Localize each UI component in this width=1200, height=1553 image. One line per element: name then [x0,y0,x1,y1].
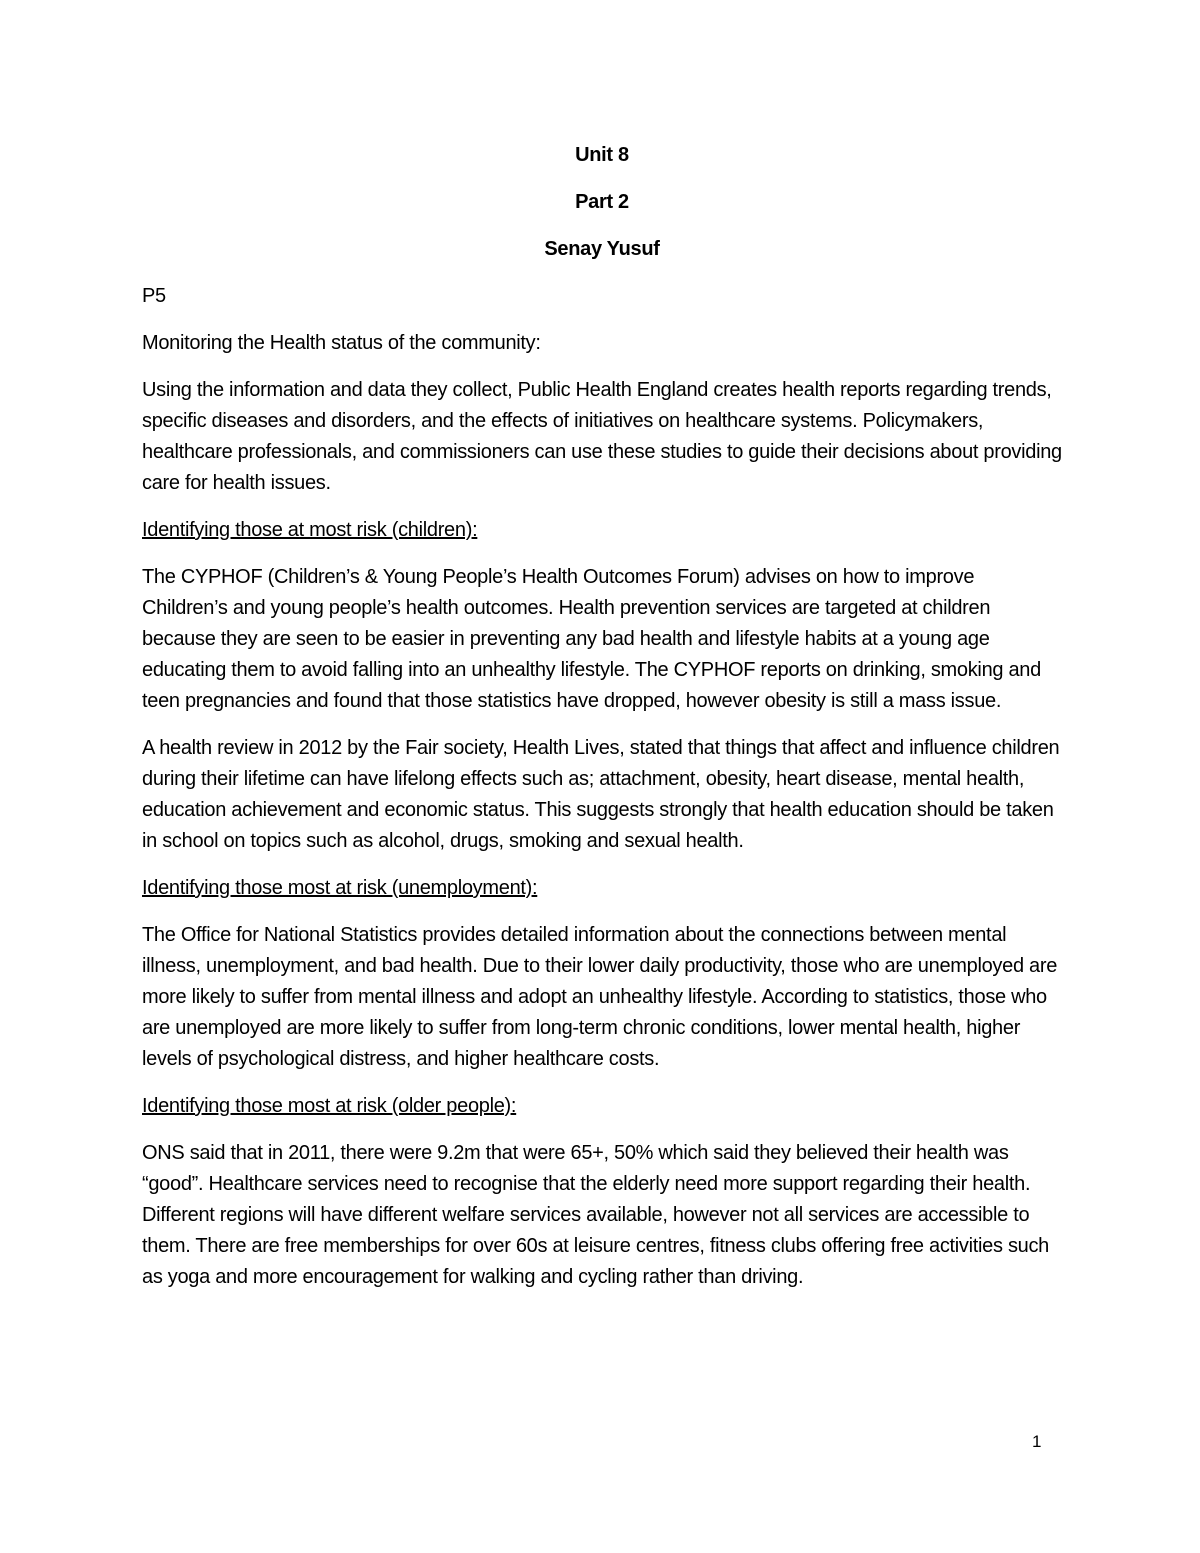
document-author: Senay Yusuf [544,238,660,260]
document-title-part: Part 2 [575,191,629,213]
paragraph-children-review: A health review in 2012 by the Fair society, Health Lives, stated that things that affect and influence children during their lifetime can have lifelong effects such as; attachment, obesity, heart disease, mental health, education achievement and economic status. This suggests strongly that health education should be taken in school on topics such as alcohol, drugs, smoking and sexual health. [142,737,1060,852]
criterion-label: P5 [142,285,166,307]
section-heading-monitoring: Monitoring the Health status of the community: [142,332,541,354]
paragraph-unemployment: The Office for National Statistics provides detailed information about the connections between mental illness, unemployment, and bad health. Due to their lower daily productivity, those who are unemployed are more likely to suffer from mental illness and adopt an unhealthy lifestyle. According to statistics, those who are unemployed are more likely to suffer from long-term chronic conditions, lower mental health, higher levels of psychological distress, and higher healthcare costs. [142,924,1058,1070]
section-heading-children: Identifying those at most risk (children): [142,519,478,541]
section-heading-unemployment: Identifying those most at risk (unemployment): [142,877,538,899]
paragraph-children-cyphof: The CYPHOF (Children’s & Young People’s Health Outcomes Forum) advises on how to improve Children’s and young people’s health outcomes. Health prevention services are targeted at children because they are seen to be easier in preventing any bad health and lifestyle habits at a young age educating them to avoid falling into an unhealthy lifestyle. The CYPHOF reports on drinking, smoking and teen pregnancies and found that those statistics have dropped, however obesity is still a mass issue. [142,566,1041,712]
document-body [142,140,1062,1309]
paragraph-older-people: ONS said that in 2011, there were 9.2m that were 65+, 50% which said they believed their health was “good”. Healthcare services need to recognise that the elderly need more support regarding their health. Different regions will have different welfare services available, however not all services are accessible to them. There are free memberships for over 60s at leisure centres, fitness clubs offering free activities such as yoga and more encouragement for walking and cycling rather than driving. [142,1142,1049,1288]
paragraph-monitoring: Using the information and data they collect, Public Health England creates health reports regarding trends, specific diseases and disorders, and the effects of initiatives on healthcare systems. Policymakers, healthcare professionals, and commissioners can use these studies to guide their decisions about providing care for health issues. [142,379,1062,494]
document-title-unit: Unit 8 [575,144,629,166]
page-number: 1 [1032,1432,1042,1451]
section-heading-older-people: Identifying those most at risk (older people): [142,1095,517,1117]
